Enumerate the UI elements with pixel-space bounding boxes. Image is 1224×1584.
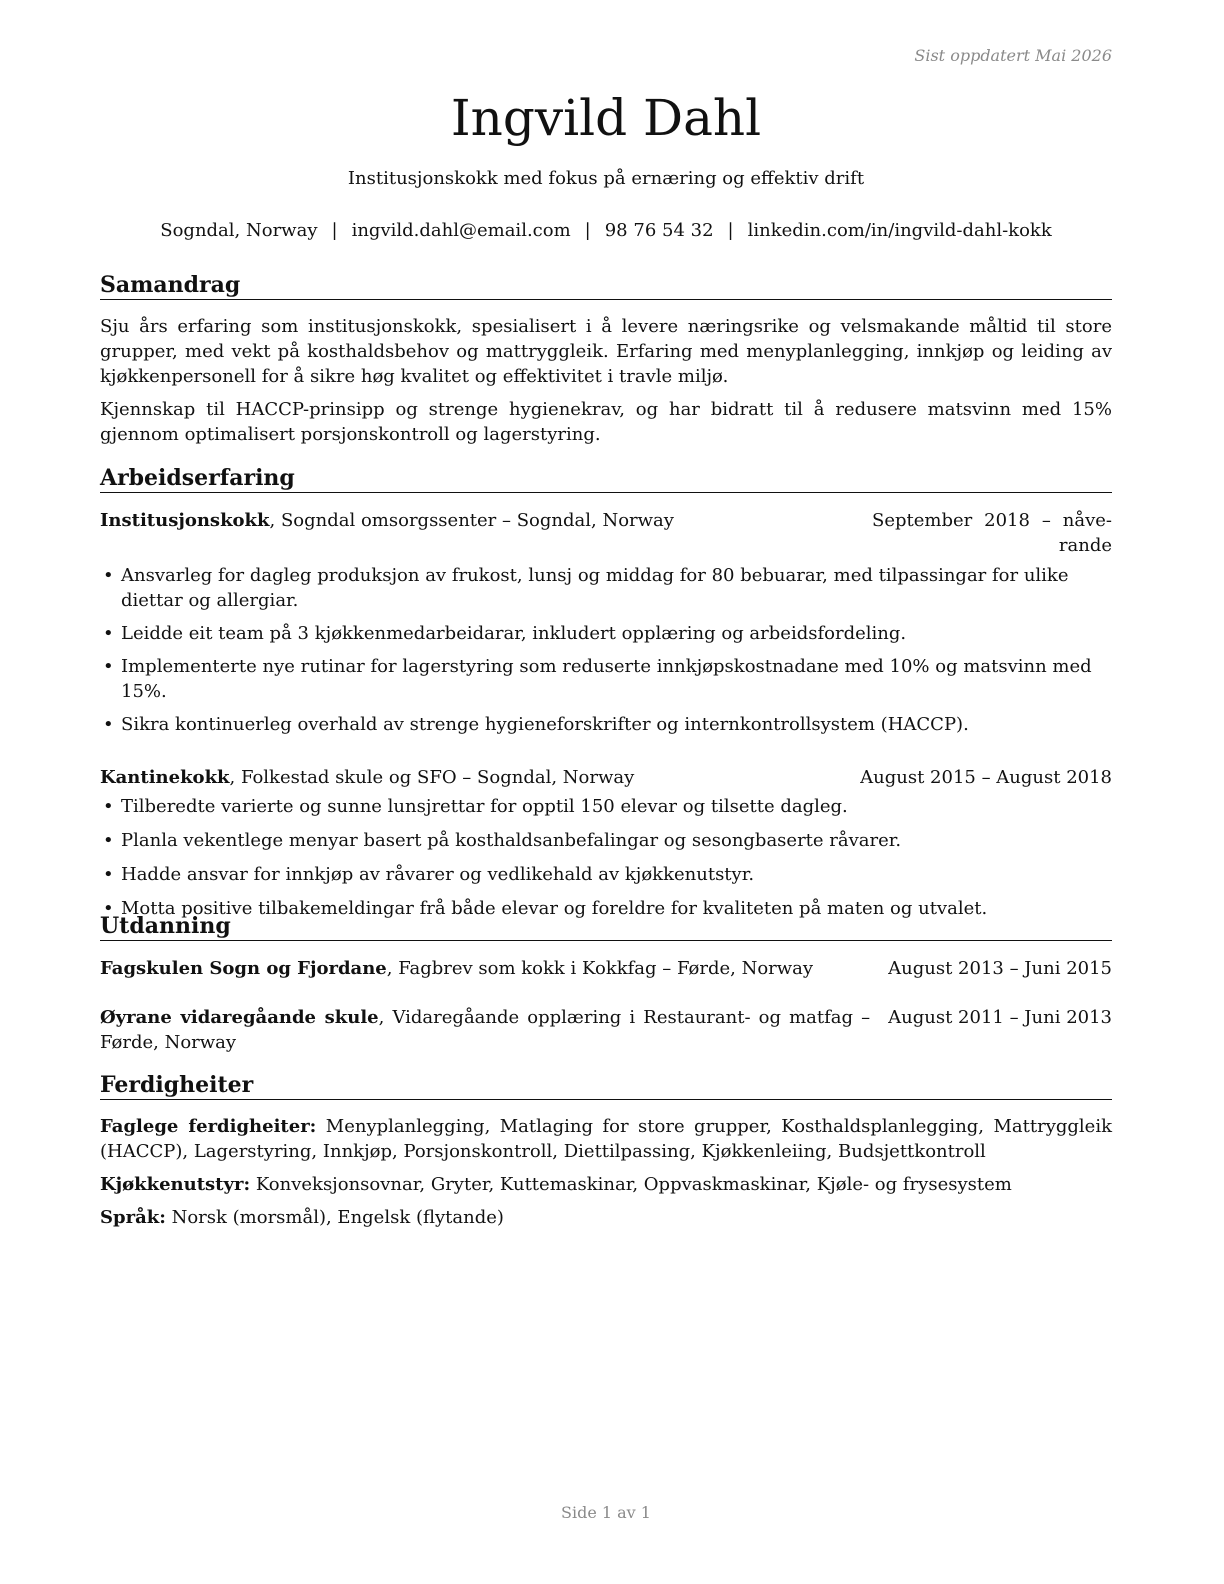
contact-separator: | [331, 220, 338, 241]
education-dates: August 2011 – Juni 2013 [888, 1007, 1112, 1028]
education-detail: , Vidaregåande opplæring i Restaurant- og matfag – Førde, Norway [100, 1007, 871, 1053]
skills-label: Kjøkkenutstyr: [100, 1174, 251, 1195]
skills-value: Norsk (morsmål), Engelsk (flytande) [165, 1207, 504, 1228]
job-place: , Folkestad skule og SFO – Sogndal, Norway [229, 767, 635, 788]
skills-value: Menyplanlegging, Matlaging for store grupper, Kosthaldsplanlegging, Mattryggleik (HACCP), Lagerstyring, Innkjøp, Porsjonskontroll, Diettilpassing, Kjøkkenleiing, Budsjettkontroll [100, 1116, 1113, 1162]
contact-phone[interactable]: 98 76 54 32 [604, 220, 714, 241]
list-item: • Hadde ansvar for innkjøp av råvarer og vedlikehald av kjøkkenutstyr. [100, 862, 1112, 887]
education-school: Fagskulen Sogn og Fjordane [100, 958, 387, 979]
last-updated: Sist oppdatert Mai 2026 [914, 46, 1112, 65]
job-place: , Sogndal omsorgssenter – Sogndal, Norway [269, 510, 674, 531]
job-dates: August 2015 – August 2018 [860, 767, 1112, 788]
list-item: • Motta positive tilbakemeldingar frå både elevar og foreldre for kvaliteten på maten og utvalet. [100, 896, 1112, 921]
education-dates: August 2013 – Juni 2015 [888, 958, 1112, 979]
job-dates: September 2018 – nåve- rande [872, 510, 1112, 556]
list-item: • Tilberedte varierte og sunne lunsjrettar for opptil 150 elevar og tilsette dagleg. [100, 794, 1112, 819]
contact-separator: | [727, 220, 734, 241]
skills-row [100, 1172, 1112, 1197]
job-bullets [100, 794, 1112, 921]
job-entry [100, 765, 1112, 921]
page-number: Side 1 av 1 [561, 1503, 651, 1522]
contact-separator: | [584, 220, 591, 241]
contact-linkedin[interactable]: linkedin.com/in/ingvild-dahl-kokk [747, 220, 1052, 241]
skills-section [100, 1071, 1112, 1230]
section-title-education: Utdanning [100, 912, 1112, 941]
skills-value: Konveksjonsovnar, Gryter, Kuttemaskinar, Oppvaskmaskinar, Kjøle- og frysesystem [250, 1174, 1012, 1195]
job-role: Institusjonskokk [100, 510, 270, 531]
job-entry [100, 508, 1112, 737]
experience-section [100, 464, 1112, 921]
section-title-summary: Samandrag [100, 271, 1112, 300]
skills-label: Faglege ferdigheiter: [100, 1116, 317, 1137]
job-header [100, 508, 1112, 558]
contact-email[interactable]: ingvild.dahl@email.com [351, 220, 571, 241]
education-entry [100, 956, 1112, 981]
job-role: Kantinekokk [100, 767, 230, 788]
section-title-experience: Arbeidserfaring [100, 464, 1112, 493]
list-item: • Ansvarleg for dagleg produksjon av frukost, lunsj og middag for 80 bebuarar, med tilpassingar for ulike diettar og allergiar. [100, 563, 1112, 613]
summary-paragraph: Kjennskap til HACCP-prinsipp og strenge hygienekrav, og har bidratt til å redusere matsvinn med 15% gjennom optimalisert porsjonskontroll og lagerstyring. [100, 399, 1112, 445]
education-section [100, 912, 1112, 1055]
candidate-name: Ingvild Dahl [450, 89, 762, 147]
tagline: Institusjonskokk med fokus på ernæring og effektiv drift [347, 168, 865, 189]
list-item: • Implementerte nye rutinar for lagerstyring som reduserte innkjøpskostnadane med 10% og matsvinn med 15%. [100, 654, 1112, 704]
education-school: Øyrane vidaregåande skule [100, 1007, 379, 1028]
list-item: • Planla vekentlege menyar basert på kosthaldsanbefalingar og sesongbaserte råvarer. [100, 828, 1112, 853]
education-entry [100, 1005, 1112, 1055]
summary-paragraph: Sju års erfaring som institusjonskokk, spesialisert i å levere næringsrike og velsmakande måltid til store grupper, med vekt på kosthaldsbehov og mattryggleik. Erfaring med menyplanlegging, innkjøp og leiding av kjøkkenpersonell for å sikre høg kvalitet og effektivitet i travle miljø. [100, 316, 1112, 387]
list-item: • Sikra kontinuerleg overhald av strenge hygieneforskrifter og internkontrollsystem (HACCP). [100, 712, 1112, 737]
skills-row [100, 1205, 1112, 1230]
skills-label: Språk: [100, 1207, 166, 1228]
list-item: • Leidde eit team på 3 kjøkkenmedarbeidarar, inkludert opplæring og arbeidsfordeling. [100, 621, 1112, 646]
contact-location: Sogndal, Norway [160, 220, 318, 241]
contact-line [100, 218, 1112, 243]
job-header [100, 765, 1112, 790]
summary-section [100, 271, 1112, 447]
skills-row [100, 1114, 1112, 1164]
education-detail: , Fagbrev som kokk i Kokkfag – Førde, Norway [386, 958, 814, 979]
section-title-skills: Ferdigheiter [100, 1071, 1112, 1100]
job-bullets [100, 563, 1112, 737]
